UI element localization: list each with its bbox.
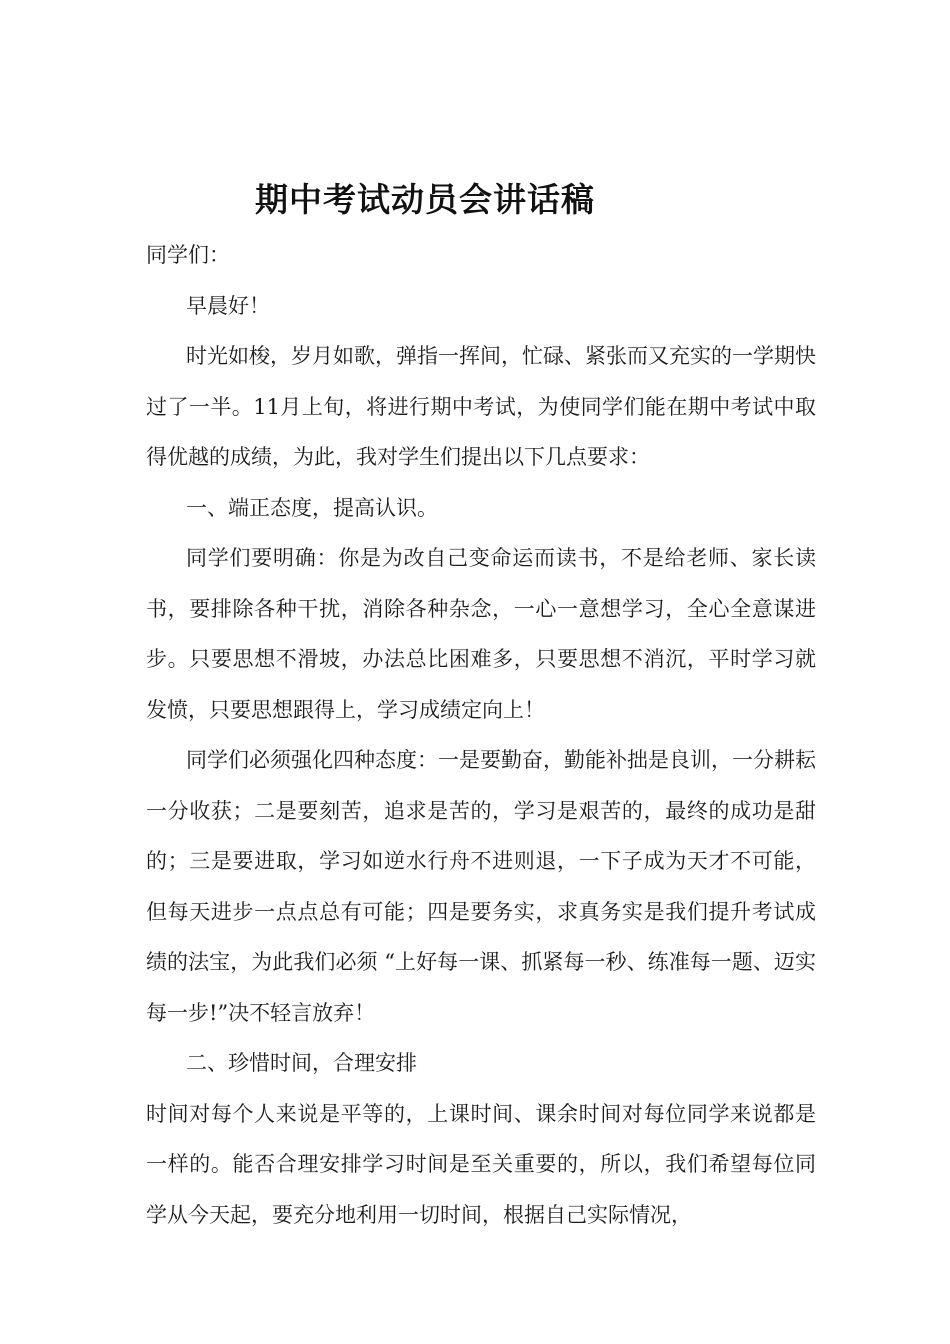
paragraph-four-attitudes: 同学们必须强化四种态度：一是要勤奋，勤能补拙是良训，一分耕耘一分收获；二是要刻苦，追求是苦的，学习是艰苦的，最终的成功是甜的；三是要进取，学习如逆水行舟不进则退，一下子成为天才不可能，但每天进步一点点总有可能；四是要务实，求真务实是我们提升考试成绩的法宝，为此我们必须 “上好每一课、抓紧每一秒、练准每一题、迈实每一步!”决不轻言放弃！ <box>146 748 816 1025</box>
paragraph-intro: 时光如梭，岁月如歌，弹指一挥间，忙碌、紧张而又充实的一学期快过了一半。11月上旬，将进行期中考试，为使同学们能在期中考试中取得优越的成绩，为此，我对学生们提出以下几点要求： <box>146 344 816 469</box>
section-heading-1: 一、端正态度，提高认识。 <box>186 495 438 520</box>
document-body <box>146 230 816 1240</box>
salutation: 同学们： <box>146 243 230 267</box>
section-heading-2: 二、珍惜时间，合理安排 <box>186 1051 417 1075</box>
document-title: 期中考试动员会讲话稿 <box>255 180 595 219</box>
paragraph-time: 时间对每个人来说是平等的，上课时间、课余时间对每位同学来说都是一样的。能否合理安排学习时间是至关重要的，所以，我们希望每位同学从今天起，要充分地利用一切时间，根据自己实际情况， <box>146 1101 816 1227</box>
paragraph-attitude: 同学们要明确：你是为改自己变命运而读书，不是给老师、家长读书，要排除各种干扰，消除各种杂念，一心一意想学习，全心全意谋进步。只要思想不滑坡，办法总比困难多，只要思想不消沉，平时学习就发愤，只要思想跟得上，学习成绩定向上！ <box>146 546 816 722</box>
greeting: 早晨好！ <box>186 293 270 318</box>
